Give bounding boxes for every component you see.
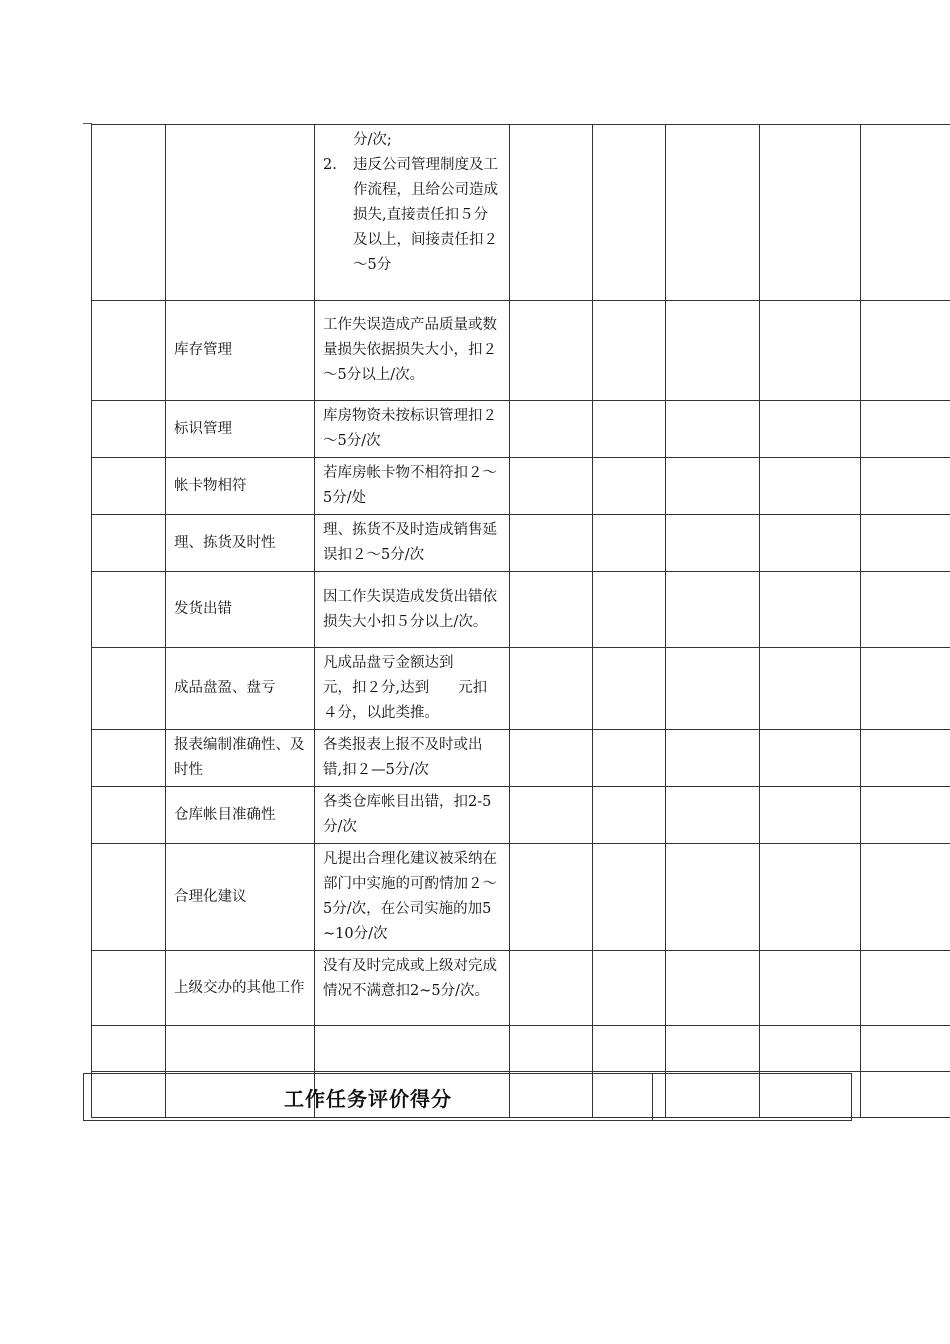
score-cell — [861, 125, 950, 301]
score-cell — [760, 458, 861, 515]
score-cell — [760, 648, 861, 730]
table-row — [92, 730, 950, 787]
score-cell — [593, 458, 666, 515]
score-cell — [593, 787, 666, 844]
score-cell — [510, 515, 593, 572]
table-row — [92, 458, 950, 515]
score-cell — [593, 730, 666, 787]
score-cell — [666, 401, 760, 458]
standard-cell: 库房物资未按标识管理扣２～5分/次 — [315, 401, 510, 458]
standard-cell: 各类报表上报不及时或出错,扣２—5分/次 — [315, 730, 510, 787]
score-cell — [760, 730, 861, 787]
standard-cell: 若库房帐卡物不相符扣２～5分/处 — [315, 458, 510, 515]
score-cell — [861, 648, 950, 730]
score-cell — [666, 787, 760, 844]
score-cell — [861, 787, 950, 844]
standard-cell: 理、拣货不及时造成销售延误扣２～5分/次 — [315, 515, 510, 572]
score-cell — [666, 844, 760, 951]
row-number-cell — [92, 730, 166, 787]
standard-cell: 凡提出合理化建议被采纳在部门中实施的可酌情加２～5分/次，在公司实施的加5~10分/次 — [315, 844, 510, 951]
score-cell — [861, 301, 950, 401]
score-cell — [760, 572, 861, 648]
score-cell — [593, 301, 666, 401]
score-cell — [760, 401, 861, 458]
score-cell — [593, 125, 666, 301]
score-cell — [593, 648, 666, 730]
score-cell — [760, 951, 861, 1026]
score-cell — [666, 648, 760, 730]
row-number-cell — [92, 648, 166, 730]
table-row-empty — [92, 1026, 950, 1072]
score-cell — [510, 1026, 593, 1072]
list-text: 违反公司管理制度及工作流程，且给公司造成损失,直接责任扣５分及以上，间接责任扣２～5分 — [353, 157, 498, 273]
score-cell — [593, 401, 666, 458]
row-number-cell — [92, 401, 166, 458]
score-cell — [510, 648, 593, 730]
score-cell — [861, 572, 950, 648]
score-cell — [510, 572, 593, 648]
score-cell — [510, 458, 593, 515]
table-row — [92, 648, 950, 730]
item-cell: 标识管理 — [166, 401, 315, 458]
table-row — [92, 125, 950, 301]
item-cell: 理、拣货及时性 — [166, 515, 315, 572]
table-row — [92, 401, 950, 458]
table-row — [92, 572, 950, 648]
standard-list-item — [323, 153, 501, 278]
standard-cell — [315, 1026, 510, 1072]
item-cell: 报表编制准确性、及时性 — [166, 730, 315, 787]
standard-cell: 没有及时完成或上级对完成情况不满意扣2~5分/次。 — [315, 951, 510, 1026]
score-value-cell[interactable] — [653, 1074, 852, 1121]
standard-continuation: 分/次; — [353, 132, 392, 148]
score-cell — [666, 572, 760, 648]
score-cell — [861, 458, 950, 515]
score-cell — [510, 787, 593, 844]
score-cell — [593, 572, 666, 648]
score-cell — [760, 125, 861, 301]
score-cell — [760, 844, 861, 951]
table-row — [92, 301, 950, 401]
row-number-cell — [92, 125, 166, 301]
item-cell: 上级交办的其他工作 — [166, 951, 315, 1026]
score-cell — [666, 1026, 760, 1072]
table-row — [92, 787, 950, 844]
row-number-cell — [92, 572, 166, 648]
table-row — [92, 844, 950, 951]
item-cell: 发货出错 — [166, 572, 315, 648]
row-number-cell — [92, 301, 166, 401]
list-number: 2. — [323, 157, 337, 173]
row-number-cell — [92, 515, 166, 572]
evaluation-table — [91, 124, 950, 1118]
score-cell — [593, 1026, 666, 1072]
item-cell: 库存管理 — [166, 301, 315, 401]
row-number-cell — [92, 787, 166, 844]
table-row — [92, 951, 950, 1026]
score-cell — [666, 951, 760, 1026]
score-cell — [861, 951, 950, 1026]
score-cell — [510, 951, 593, 1026]
score-label: 工作任务评价得分 — [84, 1074, 653, 1121]
standard-cell: 凡成品盘亏金额达到 元，扣２分,达到 元扣４分，以此类推。 — [315, 648, 510, 730]
score-cell — [861, 401, 950, 458]
score-summary-table — [83, 1073, 852, 1121]
score-cell — [861, 515, 950, 572]
item-cell: 帐卡物相符 — [166, 458, 315, 515]
score-cell — [666, 515, 760, 572]
item-cell: 成品盘盈、盘亏 — [166, 648, 315, 730]
score-cell — [861, 1026, 950, 1072]
score-cell — [593, 515, 666, 572]
standard-cell — [315, 125, 510, 301]
row-number-cell — [92, 951, 166, 1026]
row-number-cell — [92, 844, 166, 951]
score-cell — [666, 125, 760, 301]
item-cell — [166, 125, 315, 301]
score-cell — [760, 787, 861, 844]
score-cell — [593, 951, 666, 1026]
score-cell — [666, 458, 760, 515]
score-cell — [861, 730, 950, 787]
score-cell — [593, 844, 666, 951]
row-number-cell — [92, 1026, 166, 1072]
score-cell — [861, 844, 950, 951]
score-cell — [510, 401, 593, 458]
score-cell — [760, 301, 861, 401]
standard-cell: 各类仓库帐目出错，扣2-5分/次 — [315, 787, 510, 844]
row-number-cell — [92, 458, 166, 515]
item-cell — [166, 1026, 315, 1072]
score-cell — [510, 844, 593, 951]
score-cell — [510, 125, 593, 301]
score-cell — [861, 1072, 950, 1118]
score-cell — [510, 730, 593, 787]
table-row — [92, 515, 950, 572]
score-cell — [510, 301, 593, 401]
item-cell: 合理化建议 — [166, 844, 315, 951]
score-summary-row — [84, 1074, 852, 1121]
score-cell — [666, 301, 760, 401]
score-cell — [666, 730, 760, 787]
standard-cell: 因工作失误造成发货出错依损失大小扣５分以上/次。 — [315, 572, 510, 648]
item-cell: 仓库帐目准确性 — [166, 787, 315, 844]
score-cell — [760, 515, 861, 572]
score-cell — [760, 1026, 861, 1072]
standard-cell: 工作失误造成产品质量或数量损失依据损失大小，扣２～5分以上/次。 — [315, 301, 510, 401]
